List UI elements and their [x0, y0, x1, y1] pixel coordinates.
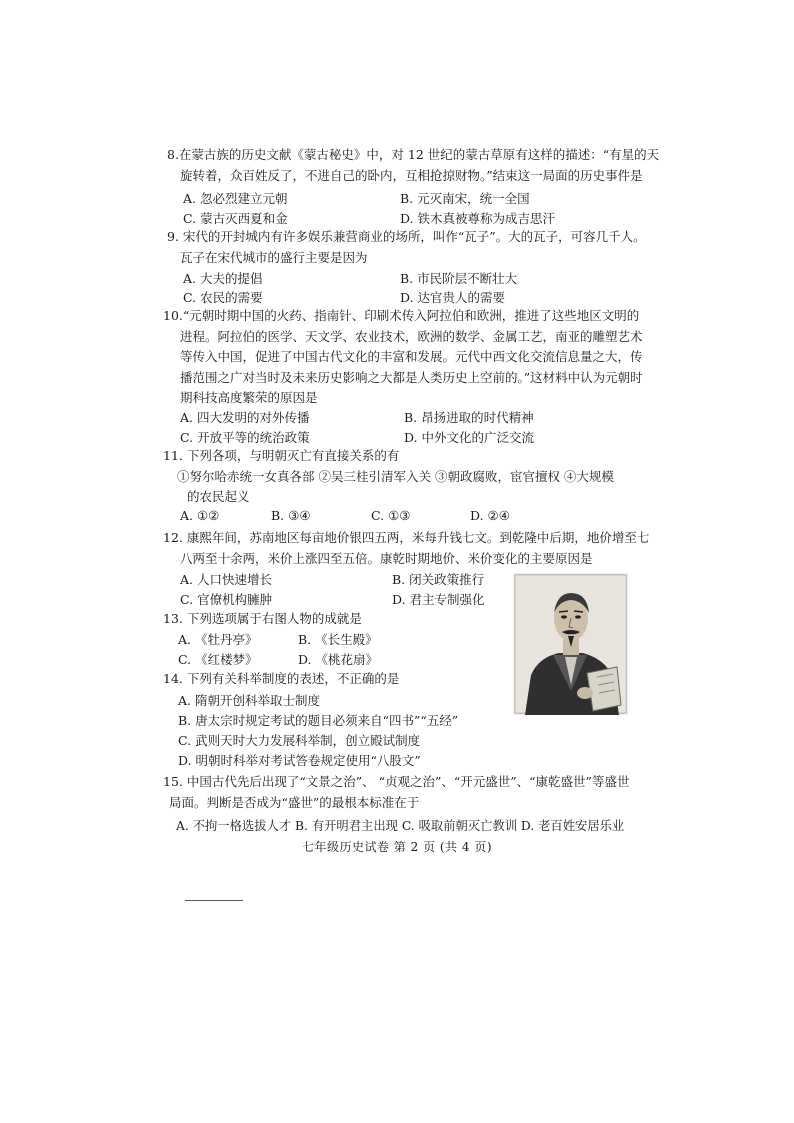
question-12-line-2: 八两至十余两，米价上涨四至五倍。康乾时期地价、米价变化的主要原因是 — [180, 550, 593, 566]
question-15-options: A. 不拘一格选拔人才 B. 有开明君主出现 C. 吸取前朝灭亡教训 D. 老百姓安居乐业 — [176, 819, 625, 833]
question-11-option-b: B. ③④ — [271, 508, 311, 523]
question-8-option-c: C. 蒙古灭西夏和金 — [183, 211, 288, 226]
question-10-stem — [163, 306, 643, 409]
question-12-option-b: B. 闭关政策推行 — [392, 572, 485, 587]
question-10-line-3: 等传入中国，促进了中国古代文化的丰富和发展。元代中西文化交流信息量之大，传 — [180, 349, 643, 364]
question-9-option-d: D. 达官贵人的需要 — [400, 290, 506, 305]
question-8-option-b: B. 元灭南宋，统一全国 — [400, 191, 530, 206]
question-14-option-b: B. 唐太宗时规定考试的题目必须来自“四书”“五经” — [178, 713, 459, 728]
page-footer: 七年级历史试卷 第 2 页 (共 4 页) — [301, 840, 493, 854]
question-9-stem — [167, 227, 646, 268]
question-11-option-c: C. ①③ — [371, 508, 411, 523]
question-12-stem — [163, 528, 649, 569]
question-9-option-b: B. 市民阶层不断壮大 — [400, 271, 518, 286]
question-14-stem — [163, 669, 399, 690]
question-13-stem — [163, 609, 362, 630]
question-11-line-3: 的农民起义 — [187, 489, 250, 504]
question-11-stem — [163, 446, 614, 508]
question-12-line-1: 12. 康熙年间，苏南地区每亩地价银四五两，米每升钱七文。到乾隆中后期，地价增至七 — [163, 530, 650, 545]
question-10-line-4: 播范围之广对当时及未来历史影响之大都是人类历史上空前的。”这材料中认为元朝时 — [180, 369, 643, 385]
question-9-option-c: C. 农民的需要 — [183, 290, 263, 305]
question-13-option-d: D. 《桃花扇》 — [298, 652, 379, 667]
question-11-option-d: D. ②④ — [470, 508, 510, 523]
question-9-line-2: 瓦子在宋代城市的盛行主要是因为 — [180, 249, 368, 265]
question-15-stem — [163, 772, 629, 813]
question-8-line-1: 8.在蒙古族的历史文献《蒙古秘史》中，对 12 世纪的蒙古草原有这样的描述：“有星的天 — [167, 147, 660, 162]
question-10-line-1: 10.“元朝时期中国的火药、指南针、印刷术传入阿拉伯和欧洲，推进了这些地区文明的 — [163, 308, 640, 323]
divider — [185, 900, 243, 901]
question-10-line-5: 期科技高度繁荣的原因是 — [180, 390, 318, 405]
question-15-line-2: 局面。判断是否成为“盛世”的最根本标准在于 — [169, 794, 420, 810]
question-12-option-d: D. 君主专制强化 — [392, 592, 485, 607]
question-8-stem — [167, 145, 659, 186]
question-8-line-2: 旋转着，众百姓反了，不进自己的卧内，互相抢掠财物。”结束这一局面的历史事件是 — [180, 167, 643, 183]
question-10-option-d: D. 中外文化的广泛交流 — [404, 430, 535, 445]
question-13-option-a: A. 《牡丹亭》 — [178, 632, 258, 647]
question-13-line-1: 13. 下列选项属于右图人物的成就是 — [163, 611, 362, 626]
question-8-option-a: A. 忽必烈建立元朝 — [183, 191, 288, 206]
question-10-line-2: 进程。阿拉伯的医学、天文学、农业技术，欧洲的数学、金属工艺，南亚的雕塑艺术 — [180, 328, 643, 344]
question-11-option-a: A. ①② — [180, 508, 220, 523]
question-14-line-1: 14. 下列有关科举制度的表述，不正确的是 — [163, 671, 400, 686]
question-12-option-c: C. 官僚机构臃肿 — [180, 592, 273, 607]
question-11-line-1: 11. 下列各项，与明朝灭亡有直接关系的有 — [163, 448, 400, 463]
question-12-option-a: A. 人口快速增长 — [180, 572, 272, 587]
question-10-option-b: B. 昂扬进取的时代精神 — [404, 410, 534, 425]
question-10-option-a: A. 四大发明的对外传播 — [180, 410, 310, 425]
question-15-line-1: 15. 中国古代先后出现了“文景之治”、 “贞观之治”、“开元盛世”、“康乾盛世”等盛世 — [163, 774, 630, 789]
question-11-line-2: ①努尔哈赤统一女真各部 ②吴三桂引清军入关 ③朝政腐败，宦官擅权 ④大规模 — [177, 468, 614, 484]
question-9-line-1: 9. 宋代的开封城内有许多娱乐兼营商业的场所，叫作“瓦子”。大的瓦子，可容几千人。 — [167, 229, 646, 244]
historical-figure-portrait — [513, 573, 628, 715]
question-14-option-a: A. 隋朝开创科举取士制度 — [178, 693, 320, 708]
question-13-option-b: B. 《长生殿》 — [298, 632, 378, 647]
question-9-option-a: A. 大夫的提倡 — [183, 271, 263, 286]
question-8-option-d: D. 铁木真被尊称为成吉思汗 — [400, 211, 556, 226]
question-14-option-c: C. 武则天时大力发展科举制，创立殿试制度 — [178, 733, 421, 748]
question-10-option-c: C. 开放平等的统治政策 — [180, 430, 310, 445]
question-13-option-c: C. 《红楼梦》 — [178, 652, 258, 667]
question-14-option-d: D. 明朝时科举对考试答卷规定使用“八股文” — [178, 753, 421, 768]
